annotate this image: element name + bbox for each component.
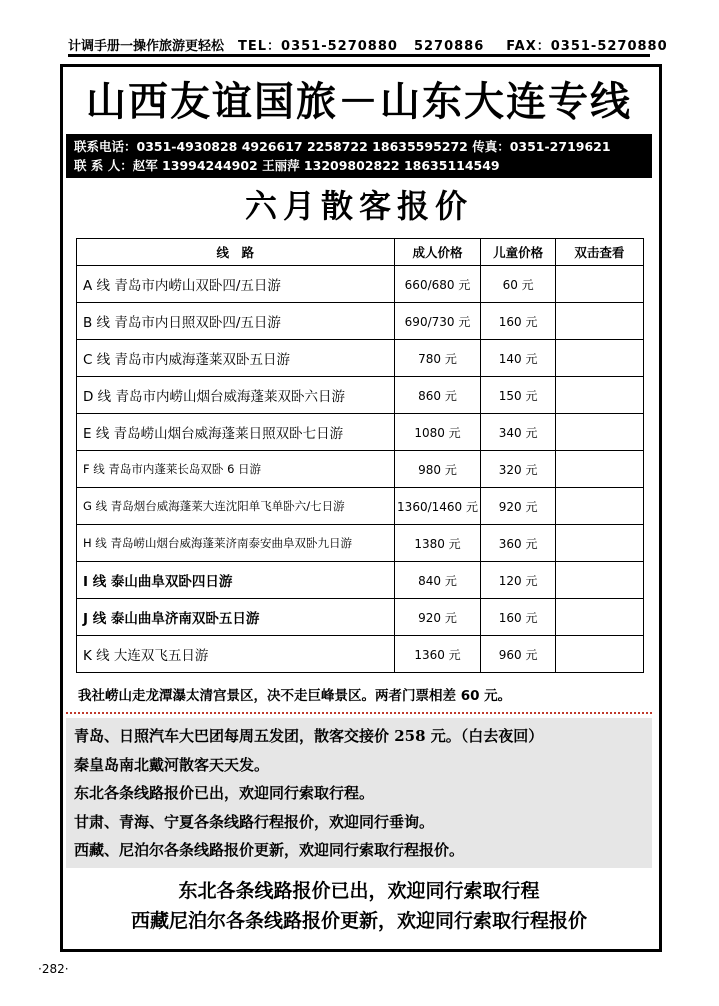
table-row[interactable] [77, 562, 644, 599]
header-tel2: 5270886 [413, 39, 485, 54]
subtitle: 六月散客报价 [244, 187, 473, 225]
child-price: 160 元 [481, 303, 555, 340]
adult-price: 780 元 [394, 340, 481, 377]
table-row[interactable] [77, 525, 644, 562]
contact-people: 联 系 人：赵军 13994244902 王丽萍 13209802822 18635114549 [74, 158, 500, 173]
child-price: 360 元 [481, 525, 555, 562]
view-cell[interactable] [555, 377, 643, 414]
table-row[interactable] [77, 340, 644, 377]
adult-price: 980 元 [394, 451, 481, 488]
view-cell[interactable] [555, 303, 643, 340]
adult-price: 690/730 元 [394, 303, 481, 340]
table-row[interactable] [77, 303, 644, 340]
route-cell: F 线 青岛市内蓬莱长岛双卧 6 日游 [77, 451, 395, 488]
child-price: 160 元 [481, 599, 555, 636]
child-price: 140 元 [481, 340, 555, 377]
header-tel: TEL：0351-5270880 [238, 39, 398, 54]
table-row[interactable] [77, 414, 644, 451]
top-header [68, 34, 668, 57]
route-cell: E 线 青岛崂山烟台威海蓬莱日照双卧七日游 [77, 414, 395, 451]
view-cell[interactable] [555, 266, 643, 303]
header-slogan: 计调手册一操作旅游更轻松 [68, 39, 225, 54]
table-row[interactable] [77, 636, 644, 673]
contact-bar [66, 134, 652, 178]
header-adult: 成人价格 [394, 239, 481, 266]
route-cell: H 线 青岛崂山烟台威海蓬莱济南泰安曲阜双卧九日游 [77, 525, 395, 562]
child-price: 320 元 [481, 451, 555, 488]
route-cell: D 线 青岛市内崂山烟台威海蓬莱双卧六日游 [77, 377, 395, 414]
promo-line: 东北各条线路报价已出，欢迎同行索取行程。 [74, 784, 375, 802]
route-cell: C 线 青岛市内威海蓬莱双卧五日游 [77, 340, 395, 377]
adult-price: 1080 元 [394, 414, 481, 451]
route-cell: B 线 青岛市内日照双卧四/五日游 [77, 303, 395, 340]
adult-price: 1360/1460 元 [394, 488, 481, 525]
child-price: 340 元 [481, 414, 555, 451]
page-number: ·282· [38, 962, 69, 976]
table-row[interactable] [77, 377, 644, 414]
adult-price: 1380 元 [394, 525, 481, 562]
footer-line-2: 西藏尼泊尔各条线路报价更新，欢迎同行索取行程报价 [130, 910, 587, 932]
table-row[interactable] [77, 599, 644, 636]
price-table [76, 238, 644, 673]
view-cell[interactable] [555, 636, 643, 673]
child-price: 960 元 [481, 636, 555, 673]
view-cell[interactable] [555, 599, 643, 636]
route-cell: G 线 青岛烟台威海蓬莱大连沈阳单飞单卧六/七日游 [77, 488, 395, 525]
child-price: 150 元 [481, 377, 555, 414]
promo-line: 青岛、日照汽车大巴团每周五发团，散客交接价 258 元。（白去夜回） [74, 727, 544, 745]
view-cell[interactable] [555, 562, 643, 599]
adult-price: 920 元 [394, 599, 481, 636]
route-cell: I 线 泰山曲阜双卧四日游 [77, 562, 395, 599]
header-route: 线 路 [77, 239, 395, 266]
table-header-row [77, 239, 644, 266]
dotted-divider [66, 712, 652, 716]
route-cell: K 线 大连双飞五日游 [77, 636, 395, 673]
page-title: 山西友谊国旅－山东大连专线 [86, 79, 632, 125]
header-child: 儿童价格 [481, 239, 555, 266]
table-row[interactable] [77, 488, 644, 525]
route-cell: A 线 青岛市内崂山双卧四/五日游 [77, 266, 395, 303]
promo-box [66, 718, 652, 868]
contact-phones: 联系电话：0351-4930828 4926617 2258722 18635595272 传真：0351-2719621 [74, 139, 611, 154]
child-price: 920 元 [481, 488, 555, 525]
scenic-note: 我社崂山走龙潭瀑太清宫景区，决不走巨峰景区。两者门票相差 60 元。 [78, 688, 512, 704]
table-row[interactable] [77, 266, 644, 303]
promo-line: 秦皇岛南北戴河散客天天发。 [74, 755, 270, 774]
promo-line: 西藏、尼泊尔各条线路报价更新，欢迎同行索取行程报价。 [74, 841, 465, 859]
view-cell[interactable] [555, 525, 643, 562]
header-view: 双击查看 [555, 239, 643, 266]
route-cell: J 线 泰山曲阜济南双卧五日游 [77, 599, 395, 636]
footer-message [66, 876, 652, 936]
view-cell[interactable] [555, 414, 643, 451]
child-price: 60 元 [481, 266, 555, 303]
view-cell[interactable] [555, 451, 643, 488]
adult-price: 660/680 元 [394, 266, 481, 303]
promo-line: 甘肃、青海、宁夏各条线路行程报价，欢迎同行垂询。 [74, 812, 435, 831]
child-price: 120 元 [481, 562, 555, 599]
adult-price: 860 元 [394, 377, 481, 414]
view-cell[interactable] [555, 340, 643, 377]
table-row[interactable] [77, 451, 644, 488]
header-fax: FAX：0351-5270880 [506, 39, 668, 54]
view-cell[interactable] [555, 488, 643, 525]
adult-price: 1360 元 [394, 636, 481, 673]
footer-line-1: 东北各条线路报价已出，欢迎同行索取行程 [178, 880, 540, 902]
adult-price: 840 元 [394, 562, 481, 599]
